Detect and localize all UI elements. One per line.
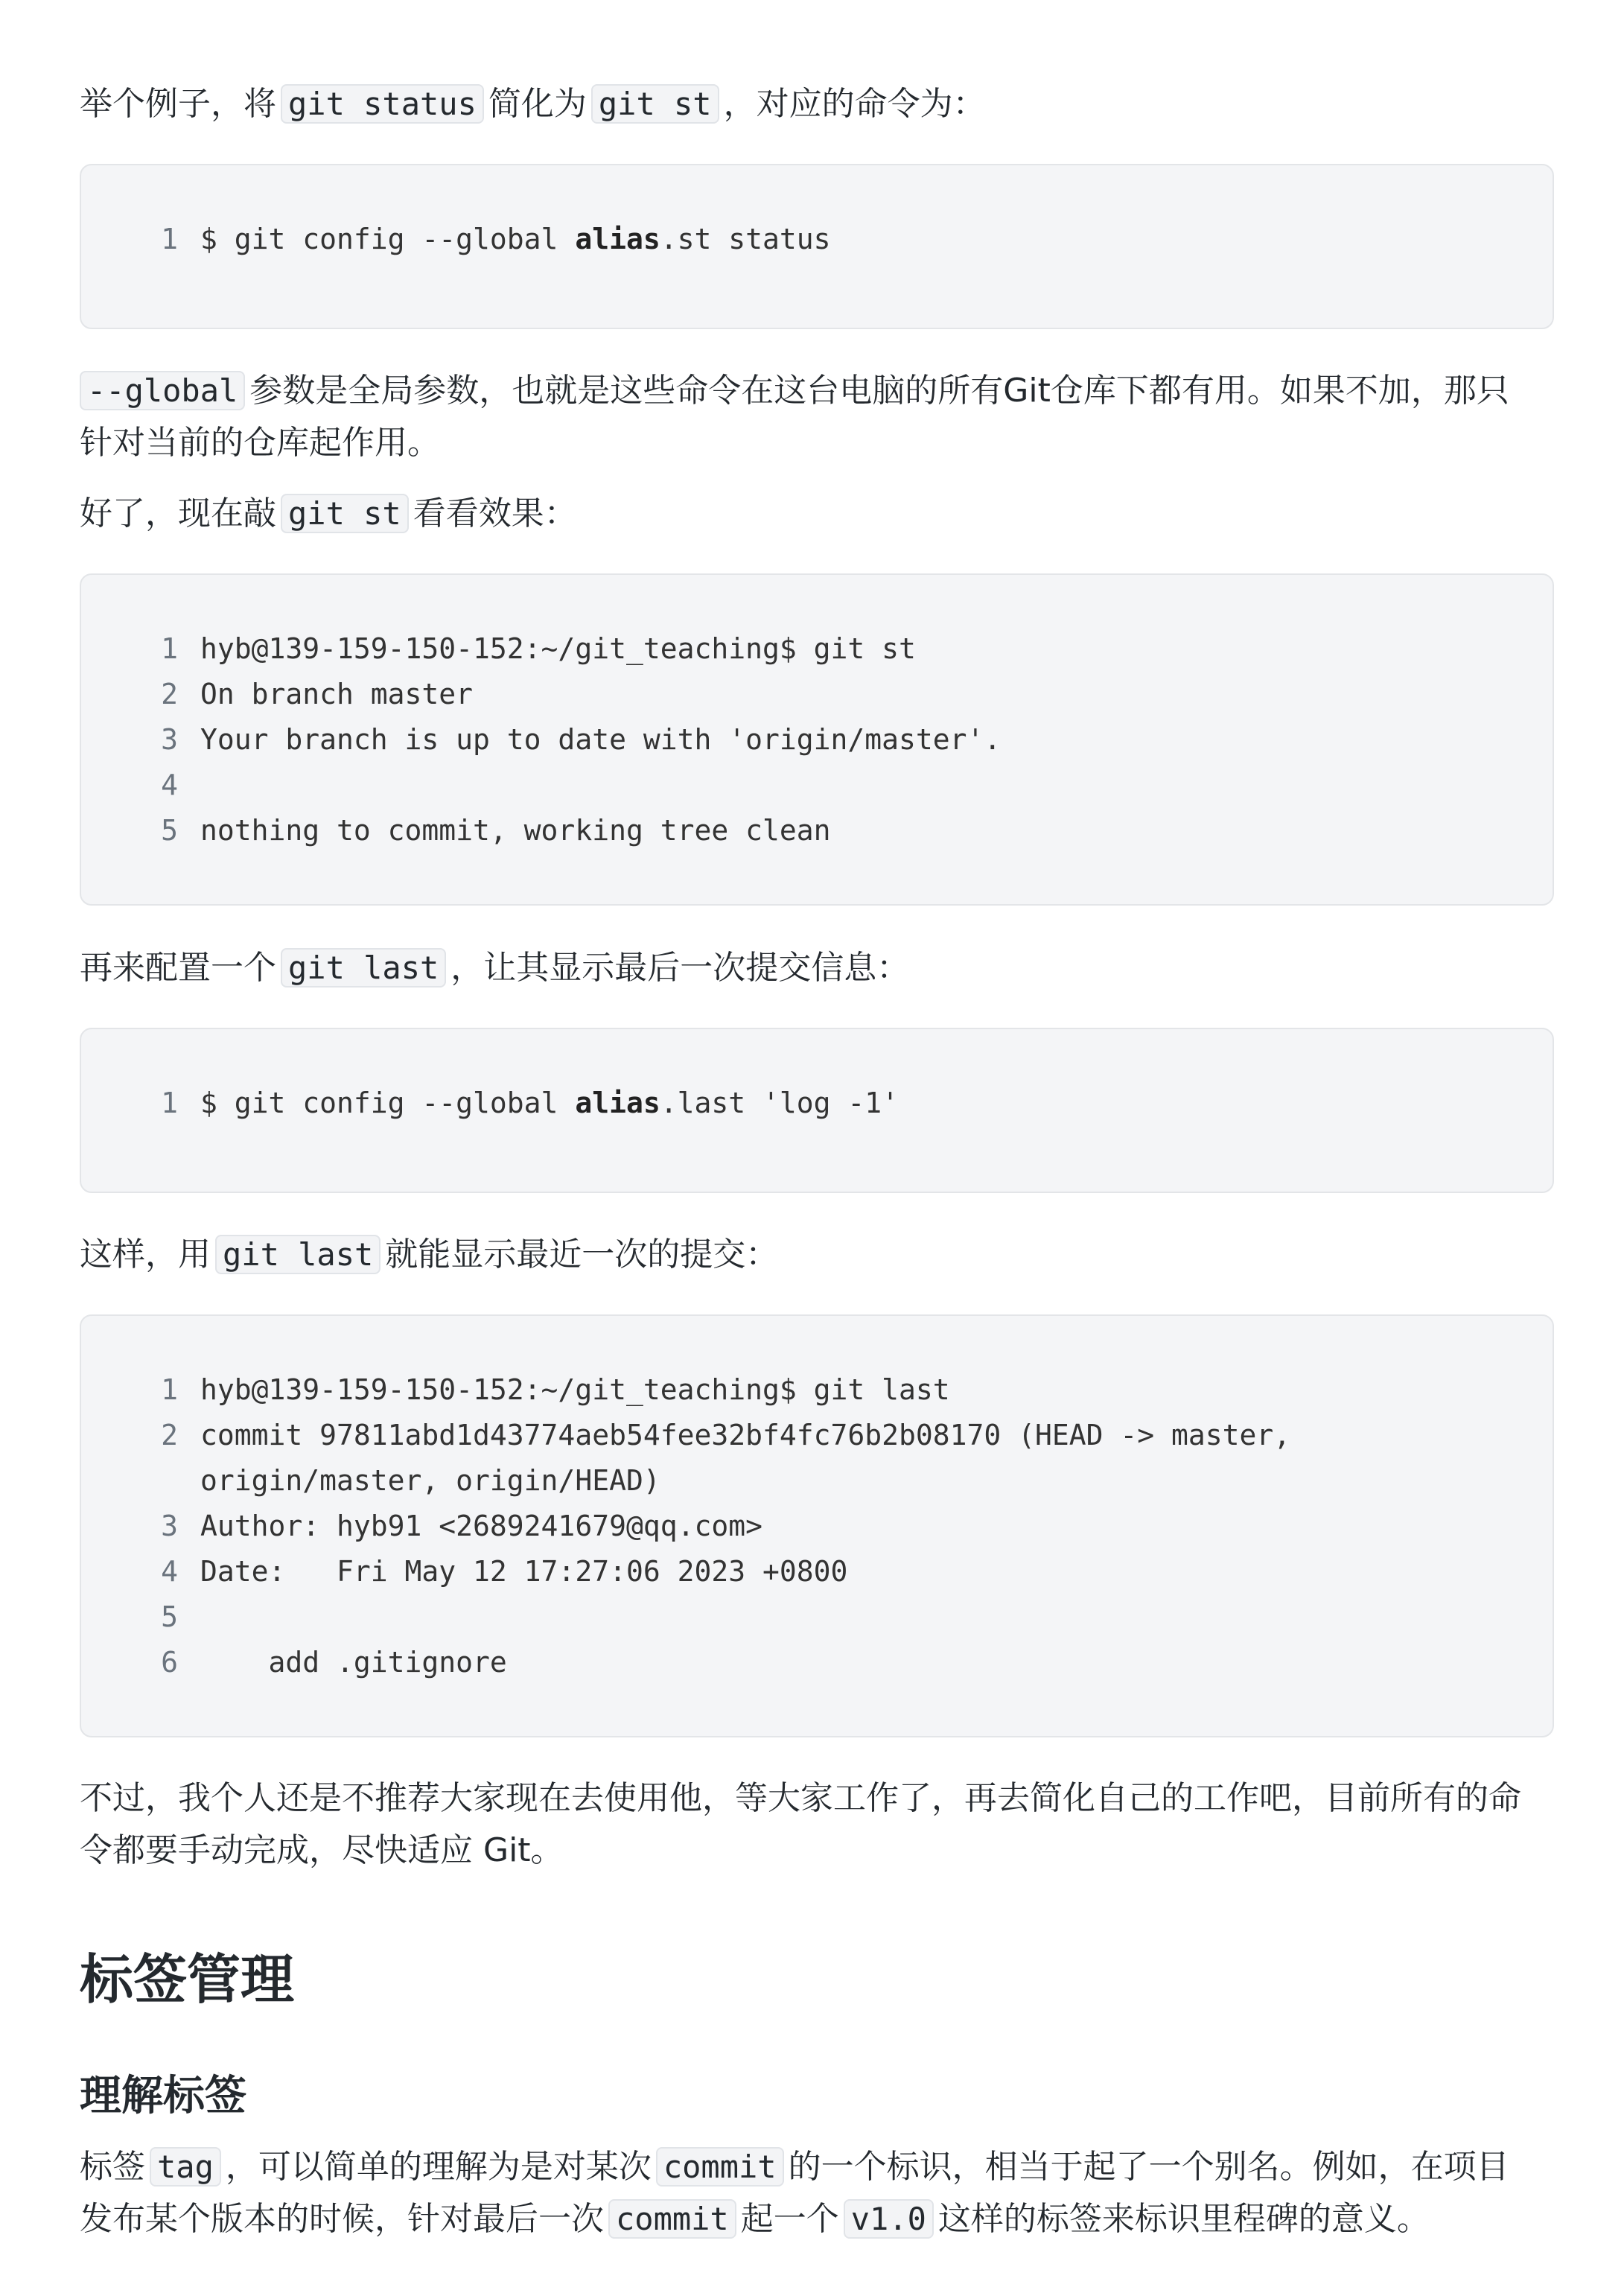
tag-text-6: 这样的标签来标识里程碑的意义。 <box>937 2200 1430 2238</box>
line-number: 4 <box>161 1555 178 1588</box>
code-line <box>81 672 473 717</box>
inline-code-global: --global <box>80 371 245 410</box>
advice-paragraph-cont <box>80 1825 1561 1877</box>
code-text: commit 97811abd1d43774aeb54fee32bf4fc76b2b08170 (HEAD -> master, <box>200 1419 1291 1451</box>
line-number: 1 <box>161 1373 178 1406</box>
tag-paragraph <box>80 2141 1561 2193</box>
code-text: add .gitignore <box>200 1646 507 1679</box>
inline-code-git-status: git status <box>281 84 484 124</box>
code-line <box>81 717 1001 763</box>
code-block-git-last-output <box>80 1314 1554 1737</box>
code-block-git-st-output <box>80 573 1554 906</box>
code-keyword: alias <box>575 223 660 255</box>
code-line <box>81 1549 847 1594</box>
tag-paragraph-cont <box>80 2193 1561 2245</box>
global-text-2: 针对当前的仓库起作用。 <box>80 424 440 462</box>
tag-text-4: 发布某个版本的时候，针对最后一次 <box>80 2200 604 2238</box>
code-text: .st status <box>660 223 831 255</box>
code-text: $ git config --global <box>200 223 576 255</box>
advice-paragraph <box>80 1772 1561 1825</box>
advice-text-1: 不过，我个人还是不推荐大家现在去使用他，等大家工作了，再去简化自己的工作吧，目前所有的命 <box>80 1779 1521 1817</box>
code-line <box>81 1640 507 1685</box>
code-line <box>81 1594 200 1640</box>
last-text-1: 再来配置一个 <box>80 949 276 987</box>
global-paragraph-cont <box>80 417 1561 469</box>
code-text: Date: Fri May 12 17:27:06 2023 +0800 <box>200 1555 848 1588</box>
use-paragraph <box>80 1229 1561 1281</box>
code-line <box>81 1367 950 1413</box>
code-line <box>81 808 830 853</box>
use-text-2: 就能显示最近一次的提交： <box>385 1236 779 1273</box>
intro-paragraph <box>80 78 1561 130</box>
code-text: Author: hyb91 <2689241679@qq.com> <box>200 1510 762 1542</box>
code-text: $ git config --global <box>200 1087 576 1119</box>
inline-code-v1: v1.0 <box>844 2199 934 2239</box>
try-text-2: 看看效果： <box>413 495 577 532</box>
code-line-wrap <box>81 1458 660 1504</box>
intro-text-3: ，对应的命令为： <box>723 85 986 123</box>
code-text: nothing to commit, working tree clean <box>200 814 831 847</box>
advice-text-2: 令都要手动完成，尽快适应 Git。 <box>80 1831 564 1869</box>
inline-code-git-last: git last <box>281 948 446 988</box>
inline-code-commit: commit <box>608 2199 736 2239</box>
code-text: hyb@139-159-150-152:~/git_teaching$ git st <box>200 632 916 665</box>
code-text: Your branch is up to date with 'origin/master'. <box>200 723 1002 756</box>
global-paragraph <box>80 365 1561 417</box>
line-number: 2 <box>161 1419 178 1451</box>
code-text: hyb@139-159-150-152:~/git_teaching$ git last <box>200 1373 950 1406</box>
code-line <box>81 217 831 262</box>
inline-code-git-st: git st <box>281 494 409 533</box>
code-line <box>81 626 916 672</box>
section-heading: 标签管理 <box>80 1948 295 2011</box>
code-text: origin/master, origin/HEAD) <box>200 1464 660 1497</box>
try-text-1: 好了，现在敲 <box>80 495 276 532</box>
global-text-1: 参数是全局参数，也就是这些命令在这台电脑的所有Git仓库下都有用。如果不加，那只 <box>249 372 1509 410</box>
line-number: 5 <box>161 1600 178 1633</box>
code-keyword: alias <box>575 1087 660 1119</box>
tag-text-1: 标签 <box>80 2148 145 2186</box>
last-text-2: ，让其显示最后一次提交信息： <box>450 949 910 987</box>
line-number: 4 <box>161 769 178 801</box>
tag-text-5: 起一个 <box>740 2200 839 2238</box>
code-line <box>81 1081 899 1126</box>
code-block-alias-st <box>80 164 1554 329</box>
inline-code-tag: tag <box>150 2147 221 2187</box>
try-paragraph <box>80 488 1561 540</box>
code-line <box>81 1504 762 1549</box>
line-number: 1 <box>161 1087 178 1119</box>
code-text: On branch master <box>200 678 474 710</box>
inline-code-commit: commit <box>656 2147 784 2187</box>
code-line <box>81 763 200 808</box>
tag-text-2: ，可以简单的理解为是对某次 <box>225 2148 652 2186</box>
inline-code-git-st: git st <box>591 84 719 124</box>
last-paragraph <box>80 942 1561 994</box>
line-number: 1 <box>161 632 178 665</box>
intro-text-1: 举个例子，将 <box>80 85 276 123</box>
line-number: 1 <box>161 223 178 255</box>
line-number: 5 <box>161 814 178 847</box>
line-number: 2 <box>161 678 178 710</box>
line-number: 6 <box>161 1646 178 1679</box>
code-text: .last 'log -1' <box>660 1087 899 1119</box>
line-number: 3 <box>161 1510 178 1542</box>
code-block-alias-last <box>80 1028 1554 1193</box>
use-text-1: 这样，用 <box>80 1236 211 1273</box>
inline-code-git-last: git last <box>215 1235 380 1274</box>
code-line <box>81 1413 1290 1458</box>
tag-text-3: 的一个标识，相当于起了一个别名。例如，在项目 <box>788 2148 1509 2186</box>
subsection-heading: 理解标签 <box>80 2072 246 2120</box>
intro-text-2: 简化为 <box>488 85 587 123</box>
line-number: 3 <box>161 723 178 756</box>
